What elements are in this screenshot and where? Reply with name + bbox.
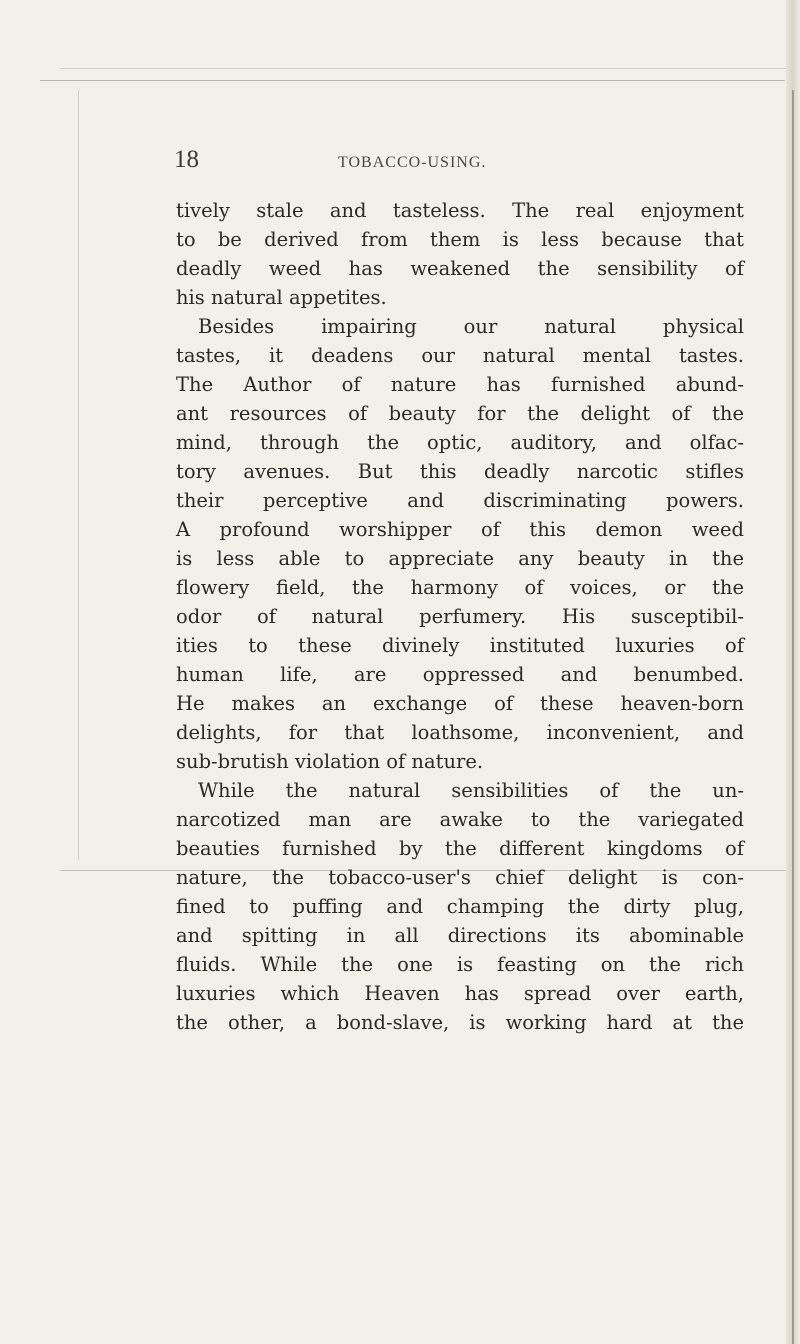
text-line: his natural appetites. bbox=[176, 286, 387, 309]
scan-edge-line bbox=[40, 80, 785, 81]
text-line: to be derived from them is less because that bbox=[176, 228, 744, 251]
text-line: tively stale and tasteless. The real enjoyment bbox=[176, 199, 744, 222]
text-line: He makes an exchange of these heaven-born bbox=[176, 692, 744, 715]
scan-edge-line bbox=[60, 68, 790, 69]
text-line: human life, are oppressed and benumbed. bbox=[176, 663, 744, 686]
text-line: is less able to appreciate any beauty in the bbox=[176, 547, 744, 570]
text-line: flowery field, the harmony of voices, or the bbox=[176, 576, 744, 599]
text-line: narcotized man are awake to the variegated bbox=[176, 808, 744, 831]
page-number: 18 bbox=[174, 146, 199, 173]
text-line: A profound worshipper of this demon weed bbox=[176, 518, 744, 541]
text-line: tastes, it deadens our natural mental tastes. bbox=[176, 344, 744, 367]
text-line: odor of natural perfumery. His susceptibil- bbox=[176, 605, 744, 628]
text-line: and spitting in all directions its abominable bbox=[176, 924, 744, 947]
text-line: fined to puffing and champing the dirty plug, bbox=[176, 895, 744, 918]
text-line: beauties furnished by the different kingdoms of bbox=[176, 837, 744, 860]
text-line: fluids. While the one is feasting on the rich bbox=[176, 953, 744, 976]
text-line: delights, for that loathsome, inconvenient, and bbox=[176, 721, 744, 744]
scan-edge-line bbox=[792, 90, 794, 1344]
running-head: TOBACCO-USING. bbox=[338, 154, 487, 171]
text-line: sub-brutish violation of nature. bbox=[176, 750, 484, 773]
text-line: the other, a bond-slave, is working hard at the bbox=[176, 1011, 744, 1034]
text-line: their perceptive and discriminating powers. bbox=[176, 489, 744, 512]
body-text bbox=[176, 196, 744, 1037]
text-line: ant resources of beauty for the delight of the bbox=[176, 402, 744, 425]
text-line: ities to these divinely instituted luxuries of bbox=[176, 634, 744, 657]
scan-edge-line bbox=[78, 90, 79, 860]
text-line: nature, the tobacco-user's chief delight is con- bbox=[176, 866, 744, 889]
text-line: deadly weed has weakened the sensibility of bbox=[176, 257, 744, 280]
text-line: mind, through the optic, auditory, and olfac- bbox=[176, 431, 744, 454]
text-line: Besides impairing our natural physical bbox=[198, 315, 744, 338]
text-line: tory avenues. But this deadly narcotic stifles bbox=[176, 460, 744, 483]
text-line: luxuries which Heaven has spread over earth, bbox=[176, 982, 744, 1005]
text-line: The Author of nature has furnished abund- bbox=[176, 373, 744, 396]
text-line: While the natural sensibilities of the un- bbox=[198, 779, 744, 802]
